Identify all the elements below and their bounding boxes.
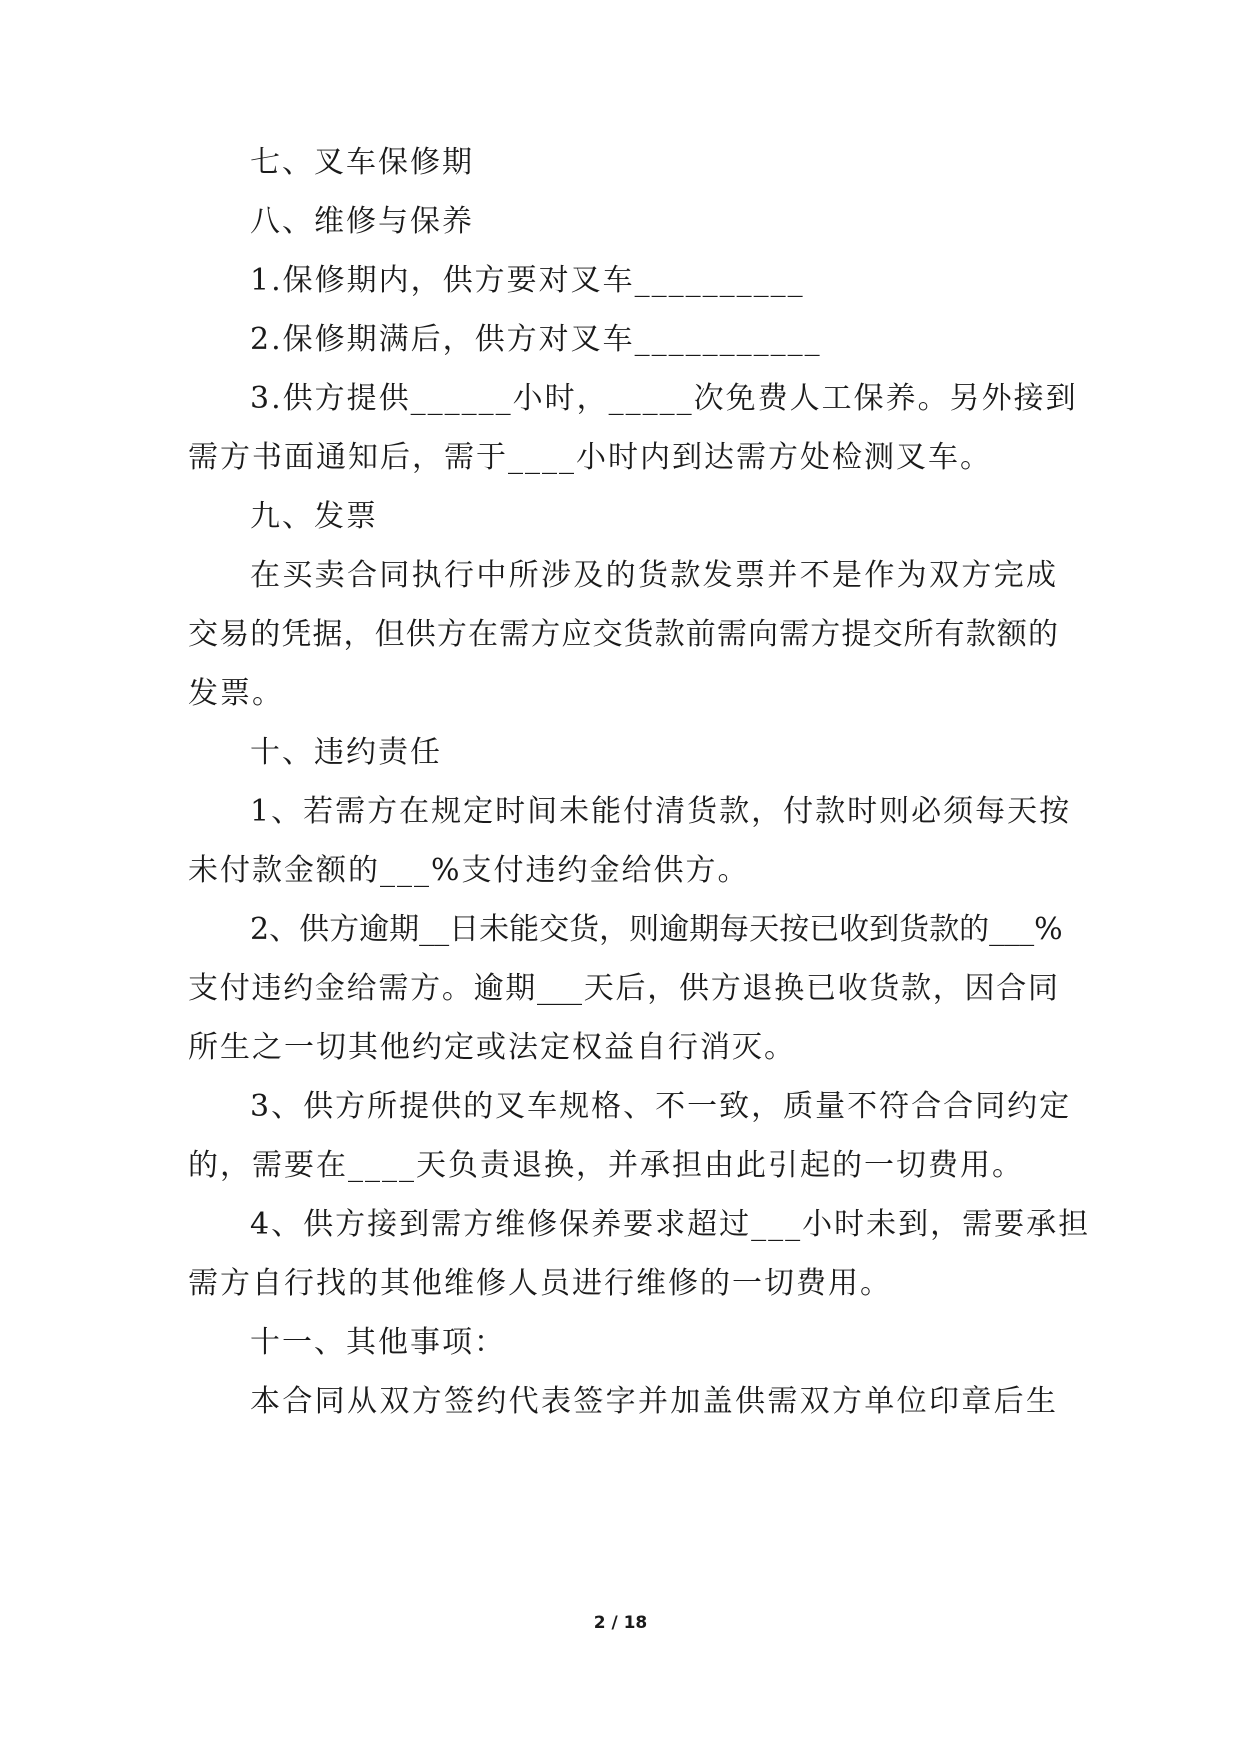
paragraph-line: 本合同从双方签约代表签字并加盖供需双方单位印章后生 [250, 1384, 1058, 1419]
paragraph-line: 的，需要在____天负责退换，并承担由此引起的一切费用。 [188, 1148, 1024, 1183]
paragraph-line: 发票。 [188, 676, 284, 711]
section-heading-invoice: 九、发票 [250, 499, 378, 534]
paragraph-line: 3.供方提供______小时，_____次免费人工保养。另外接到 [250, 381, 1078, 416]
section-heading-other-matters: 十一、其他事项： [250, 1325, 506, 1360]
paragraph-line: 需方自行找的其他维修人员进行维修的一切费用。 [188, 1266, 892, 1301]
paragraph-line: 2.保修期满后，供方对叉车___________ [250, 322, 822, 357]
section-heading-liability: 十、违约责任 [250, 735, 442, 770]
paragraph-line: 所生之一切其他约定或法定权益自行消灭。 [188, 1030, 796, 1065]
paragraph-line: 在买卖合同执行中所涉及的货款发票并不是作为双方完成 [250, 558, 1058, 593]
section-heading-maintenance: 八、维修与保养 [250, 204, 474, 239]
paragraph-line: 4、供方接到需方维修保养要求超过___小时未到，需要承担 [250, 1207, 1091, 1242]
paragraph-line: 交易的凭据，但供方在需方应交货款前需向需方提交所有款额的 [188, 617, 1058, 652]
page-number: 2 / 18 [593, 1613, 648, 1633]
paragraph-line: 3、供方所提供的叉车规格、不一致，质量不符合合同约定 [250, 1089, 1072, 1124]
paragraph-line: 2、供方逾期__日未能交货，则逾期每天按已收到货款的___% [250, 912, 1063, 947]
paragraph-line: 1、若需方在规定时间未能付清货款，付款时则必须每天按 [250, 794, 1072, 829]
paragraph-line: 支付违约金给需方。逾期___天后，供方退换已收货款，因合同 [188, 971, 1058, 1006]
paragraph-line: 1.保修期内，供方要对叉车__________ [250, 263, 805, 298]
section-heading-warranty-period: 七、叉车保修期 [250, 145, 474, 180]
paragraph-line: 需方书面通知后，需于____小时内到达需方处检测叉车。 [188, 440, 992, 475]
paragraph-line: 未付款金额的___%支付违约金给供方。 [188, 853, 750, 888]
